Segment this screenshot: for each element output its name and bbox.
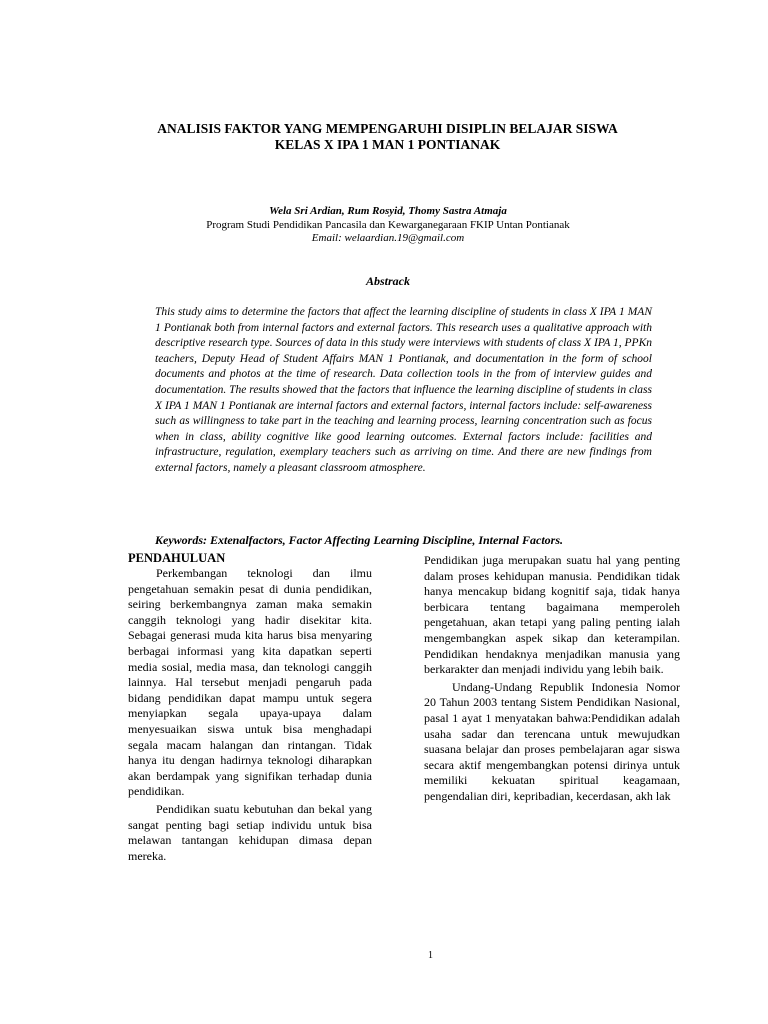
author-affiliation: Program Studi Pendidikan Pancasila dan Kewarganegaraan FKIP Untan Pontianak <box>206 218 570 231</box>
author-names: Wela Sri Ardian, Rum Rosyid, Thomy Sastra Atmaja <box>269 205 507 217</box>
abstract-body: This study aims to determine the factors that affect the learning discipline of students in class X IPA 1 MAN 1 Pontianak both from internal factors and external factors. This research uses a qualitative approach with descriptive research type. Sources of data in this study were interviews with students of class X IPA 1, PPKn teachers, Deputy Head of Student Affairs MAN 1 Pontianak, and documentation in the form of school documents and photos at the time of research. Data collection tools in the from of interview guides and documentation. The results showed that the factors that influence the learning discipline of students in class X IPA 1 MAN 1 Pontianak are internal factors and external factors, internal factors include: self-awareness such as willingness to take part in the teaching and learning process, learning concentration such as focus when in class, ability cognitive like good learning outcomes. External factors include: facilities and infrastructure, regulation, exemplary teachers such as arriving on time. And there are new findings from external factors, namely a pleasant classroom atmosphere. <box>155 306 652 474</box>
right-paragraph-2: Undang-Undang Republik Indonesia Nomor 20 Tahun 2003 tentang Sistem Pendidikan Nasional, pasal 1 ayat 1 menyatakan bahwa:Pendidikan adalah usaha sadar dan terencana untuk mewujudkan suasana belajar dan proses pembelajaran agar siswa secara aktif mengembangkan potensi dirinya untuk memiliki kekuatan spiritual keagamaan, pengendalian diri, kepribadian, kecerdasan, akh lak <box>424 679 680 803</box>
left-column <box>128 550 372 866</box>
left-paragraph-1: Perkembangan teknologi dan ilmu pengetahuan semakin pesat di dunia pendidikan, seiring berkembangnya zaman maka semakin canggih teknologi yang hadir disekitar kita. Sebagai generasi muda kita harus bisa menyaring berbagai informasi yang kita dapatkan seperti media sosial, media masa, dan teknologi canggih lainnya. Hal tersebut menjadi pengaruh pada bidang pendidikan dapat mampu untuk segera menyiapkan segala upaya-upaya dalam menyesuaikan siswa untuk bisa menghadapi segala macam halangan dan rintangan. Tidak hanya itu dengan hadirnya teknologi diharapkan akan berdampak yang signifikan terhadap dunia pendidikan. <box>128 566 372 799</box>
right-paragraph-1: Pendidikan juga merupakan suatu hal yang penting dalam proses kehidupan manusia. Pendidikan tidak hanya mencakup bidang kognitif saja, tidak hanya berbicara tentang bagaimana memperoleh pengetahuan, akan tetapi yang paling penting ialah mengembangkan aspek sikap dan keterampilan. Pendidikan hendaknya menjadikan manusia yang berkarakter dan menjadi individu yang lebih baik. <box>424 553 680 677</box>
section-heading-pendahuluan: PENDAHULUAN <box>128 551 226 565</box>
right-column <box>424 553 680 807</box>
page-number: 1 <box>428 950 433 961</box>
abstract-heading: Abstrack <box>365 274 410 288</box>
author-email: Email: welaardian.19@gmail.com <box>311 232 465 244</box>
title-line-2: KELAS X IPA 1 MAN 1 PONTIANAK <box>274 137 501 152</box>
title-line-1: ANALISIS FAKTOR YANG MEMPENGARUHI DISIPLIN BELAJAR SISWA <box>157 121 618 136</box>
author-block <box>0 205 768 246</box>
paper-title <box>100 121 675 153</box>
left-paragraph-2: Pendidikan suatu kebutuhan dan bekal yang sangat penting bagi setiap individu untuk bisa melawan tantangan kehidupan dimasa depan mereka. <box>128 801 372 863</box>
keywords: Keywords: Extenalfactors, Factor Affecting Learning Discipline, Internal Factors. <box>155 533 564 547</box>
